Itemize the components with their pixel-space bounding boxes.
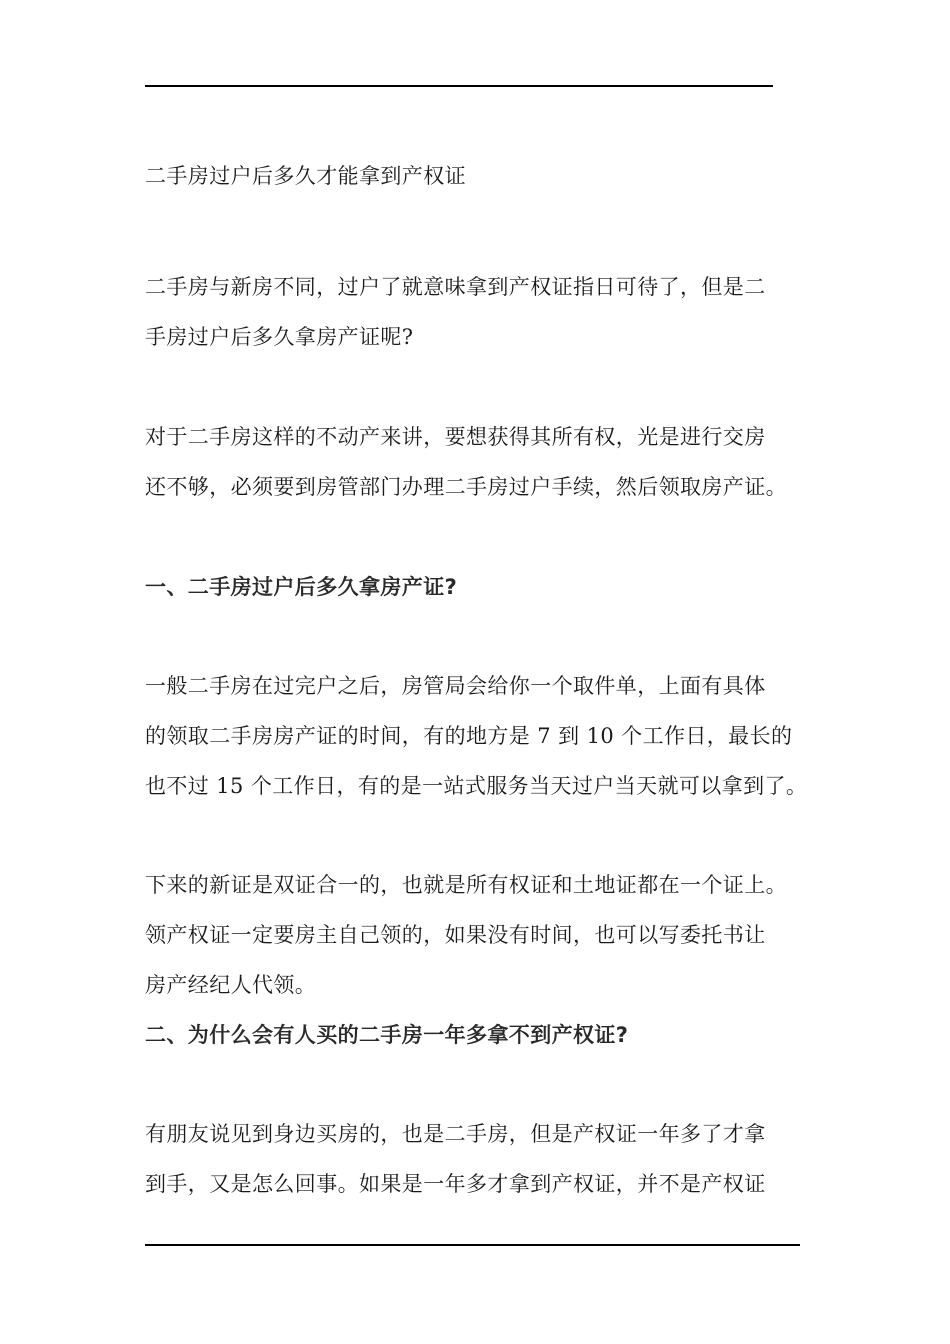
header-rule — [145, 85, 773, 87]
paragraph-line: 对于二手房这样的不动产来讲，要想获得其所有权，光是进行交房 — [145, 425, 766, 449]
paragraph-line: 领产权证一定要房主自己领的，如果没有时间，也可以写委托书让 — [145, 923, 766, 947]
paragraph-line: 手房过户后多久拿房产证呢? — [145, 325, 414, 349]
paragraph-line: 二手房与新房不同，过户了就意味拿到产权证指日可待了，但是二 — [145, 275, 766, 299]
document-title: 二手房过户后多久才能拿到产权证 — [145, 164, 466, 188]
section-heading-1: 一、二手房过户后多久拿房产证? — [145, 575, 458, 599]
paragraph-line: 到手，又是怎么回事。如果是一年多才拿到产权证，并不是产权证 — [145, 1172, 766, 1196]
paragraph-line: 一般二手房在过完户之后，房管局会给你一个取件单，上面有具体 — [145, 674, 766, 698]
paragraph-line: 房产经纪人代领。 — [145, 973, 317, 997]
paragraph-line: 还不够，必须要到房管部门办理二手房过户手续，然后领取房产证。 — [145, 475, 787, 499]
paragraph-line: 也不过 15 个工作日，有的是一站式服务当天过户当天就可以拿到了。 — [145, 774, 808, 798]
paragraph-line: 的领取二手房房产证的时间，有的地方是 7 到 10 个工作日，最长的 — [145, 724, 793, 748]
footer-rule — [145, 1244, 800, 1246]
paragraph-line: 下来的新证是双证合一的，也就是所有权证和土地证都在一个证上。 — [145, 873, 787, 897]
section-heading-2: 二、为什么会有人买的二手房一年多拿不到产权证? — [145, 1023, 629, 1047]
paragraph-line: 有朋友说见到身边买房的，也是二手房，但是产权证一年多了才拿 — [145, 1122, 766, 1146]
